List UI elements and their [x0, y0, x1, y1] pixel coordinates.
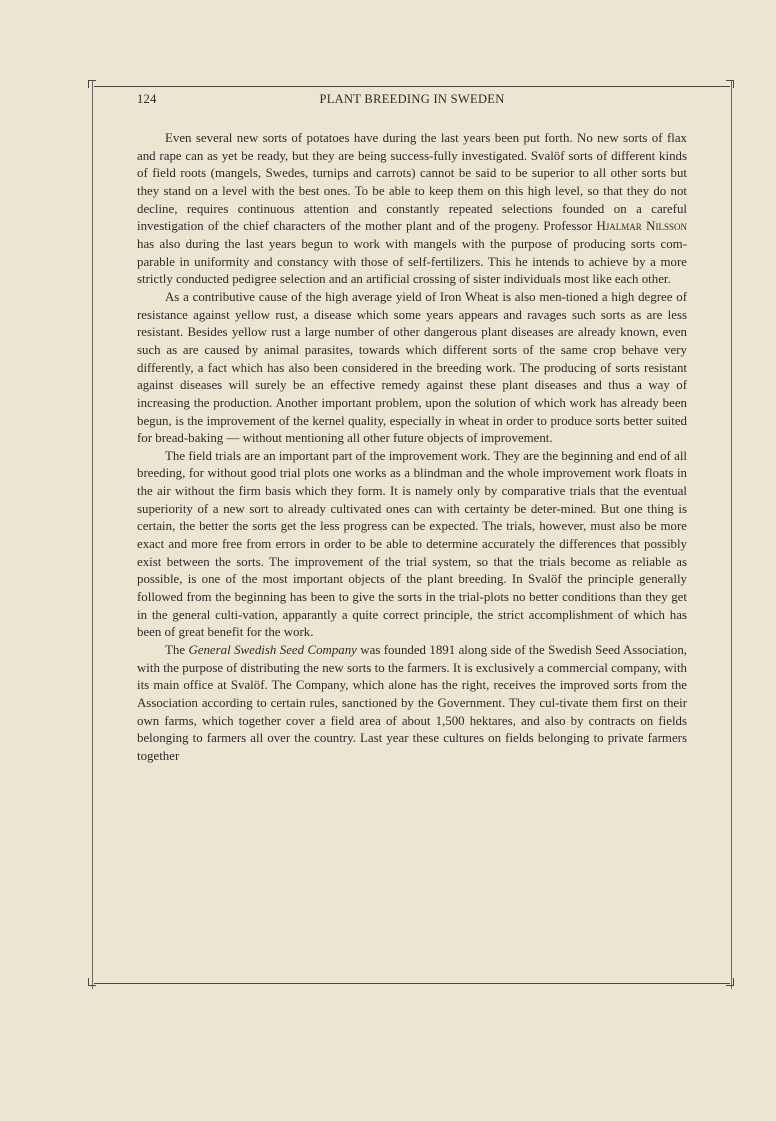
corner-mark [88, 80, 96, 88]
corner-mark [88, 978, 96, 986]
paragraph: As a contributive cause of the high average yield of Iron Wheat is also men-tioned a high degree of resistance against yellow rust, a disease which some years appears and ravages such sorts as are less resistant. Besides yellow rust a large number of other dangerous plant diseases are already known, even such as are caused by animal parasites, towards which different sorts of the same crop behave very differently, a fact which has also been considered in the breeding work. The producing of sorts resistant against diseases will surely be an effective remedy against these plant diseases and thus a way of increasing the production. Another important problem, upon the solution of which work has already been begun, is the improvement of the kernel quality, especially in wheat in order to produce sorts better suited for bread-baking — without mentioning all other future objects of improvement. [137, 289, 687, 446]
text-run: Even several new sorts of potatoes have during the last years been put forth. No new sorts of flax and rape can as yet be ready, but they are being success-fully investigated. Svalöf sorts of different kinds of field roots (mangels, Swedes, turnips and carrots) cannot be said to be superior to all other sorts but they stand on a level with the best ones. To be able to keep them on this high level, so that they do not decline, requires continuous attention and constantly repeated selections founded on a careful investigation of the chief characters of the mother plant and of the progeny. Professor [137, 131, 687, 234]
text-run: was founded 1891 along side of the Swedish Seed Association, with the purpose of distributing the new sorts to the farmers. It is exclusively a commercial company, with its main office at Svalöf. The Company, which alone has the right, receives the improved sorts from the Association according to certain rules, sanctioned by the Government. They cul-tivate them first on their own farms, which together cover a field area of about 1,500 hektares, and also by contracts on fields belonging to farmers all over the country. Last year these cultures on fields belonging to private farmers together [137, 643, 688, 763]
running-title: PLANT BREEDING IN SWEDEN [319, 92, 505, 106]
body-text [137, 130, 687, 766]
company-name: General Swedish Seed Company [188, 643, 357, 658]
text-run: has also during the last years begun to work with mangels with the purpose of producing sorts com-parable in uniformity and constancy with those of self-fertilizers. This he intends to achieve by a more strictly conducted pedigree selection and an artificial crossing of sister individuals most like each other. [137, 236, 687, 287]
page-number: 124 [137, 92, 157, 106]
corner-mark [726, 80, 734, 88]
paragraph [137, 130, 687, 289]
paragraph: The field trials are an important part of the improvement work. They are the beginning and end of all breeding, for without good trial plots one works as a blindman and the whole improvement work floats in the air without the firm basis which they form. It is namely only by comparative trials that the eventual superiority of a new sort to already cultivated ones can with certainty be deter-mined. But one thing is certain, the better the sorts get the less progress can be expected. The trials, however, must also be more exact and more free from errors in order to be able to determine accurately the differences that possibly exist between the sorts. The improvement of the trial system, so that the trials become as reliable as possible, is one of the most important objects of the plant breeding. In Svalöf the principle generally followed from the beginning has been to give the sorts in the trial-plots no better conditions than they get in the general culti-vation, apparantly a quite correct principle, the strict accomplishment of which has been of great benefit for the work. [137, 448, 687, 640]
paragraph [137, 642, 687, 766]
person-name: Hjalmar Nilsson [596, 219, 687, 234]
corner-mark [726, 978, 734, 986]
text-run: The [165, 643, 189, 658]
page-header [137, 92, 687, 110]
